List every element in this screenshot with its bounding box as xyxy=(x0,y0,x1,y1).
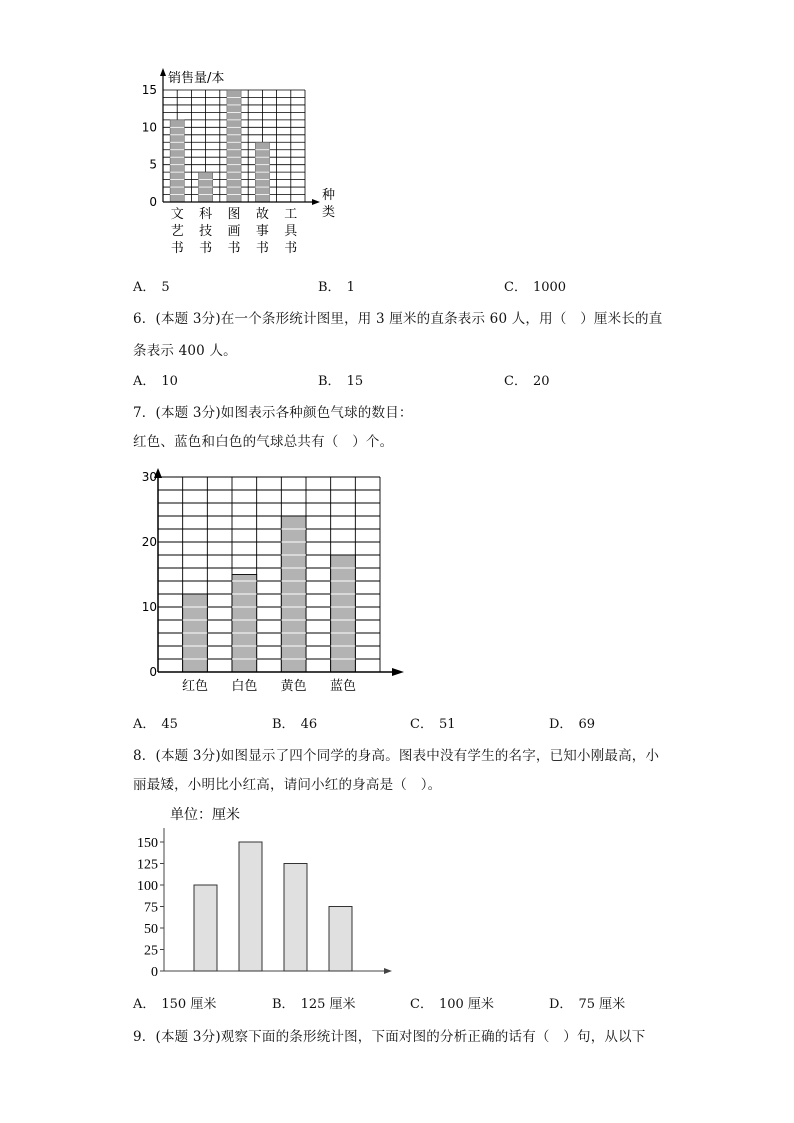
q6-text-line2: 条表示 400 人。 xyxy=(133,343,237,359)
y-tick-label: 75 xyxy=(144,900,158,916)
option-text: 69 xyxy=(578,717,595,732)
option-letter: B． xyxy=(272,997,295,1012)
y-tick-label: 20 xyxy=(141,535,157,549)
q5-option-b[interactable] xyxy=(318,276,355,295)
q8-text-line2: 丽最矮，小明比小红高，请问小红的身高是（ ）。 xyxy=(133,777,442,793)
x-category-label: 图 xyxy=(227,207,241,222)
option-text: 46 xyxy=(300,717,318,732)
x-category-label: 画 xyxy=(227,224,241,239)
y-axis-label: 销售量/本 xyxy=(168,71,225,86)
option-text: 15 xyxy=(346,374,364,389)
y-tick-label: 125 xyxy=(137,857,158,873)
y-tick-label: 100 xyxy=(137,879,158,894)
x-category-label: 技 xyxy=(199,224,213,239)
y-tick-label: 15 xyxy=(141,83,157,97)
option-text: 125 厘米 xyxy=(300,997,356,1012)
q6-option-b[interactable] xyxy=(318,370,363,389)
option-letter: C． xyxy=(410,997,433,1012)
option-letter: C． xyxy=(504,374,527,389)
x-category-label: 具 xyxy=(284,224,298,239)
height-bars xyxy=(194,842,352,971)
option-text: 5 xyxy=(161,280,170,295)
x-category-label: 艺 xyxy=(170,224,184,239)
option-text: 20 xyxy=(532,374,550,389)
option-text: 45 xyxy=(161,717,178,732)
y-tick-label: 0 xyxy=(151,965,158,980)
bar xyxy=(329,907,352,972)
y-axis-arrow-icon xyxy=(160,68,166,76)
y-tick-label: 25 xyxy=(144,943,158,959)
bar xyxy=(232,575,257,673)
option-text: 10 xyxy=(161,374,178,389)
x-category-label: 书 xyxy=(227,241,241,256)
q8-option-a[interactable] xyxy=(133,993,216,1012)
x-axis-arrow-icon xyxy=(392,668,404,676)
y-tick-label: 5 xyxy=(149,157,157,172)
book-sales-chart xyxy=(130,66,350,262)
q7-text-line2: 红色、蓝色和白色的气球总共有（ ）个。 xyxy=(133,434,394,450)
option-letter: A． xyxy=(133,997,156,1012)
y-tick-label: 0 xyxy=(149,665,157,679)
option-letter: D． xyxy=(549,717,573,732)
q6-option-c[interactable] xyxy=(504,370,550,389)
q6-text-line1: 6．(本题 3分)在一个条形统计图里，用 3 厘米的直条表示 60 人，用（ ）厘米长的直 xyxy=(133,311,663,327)
option-text: 75 厘米 xyxy=(578,997,626,1012)
q8-option-c[interactable] xyxy=(410,993,494,1012)
option-letter: B． xyxy=(272,717,295,732)
y-tick-label: 50 xyxy=(144,922,158,937)
option-text: 100 厘米 xyxy=(438,997,494,1012)
bar xyxy=(239,842,262,971)
option-text: 1 xyxy=(346,280,355,295)
x-axis-label-2: 类 xyxy=(322,205,336,220)
x-category-label: 工 xyxy=(284,207,298,222)
x-axis-label-1: 种 xyxy=(322,188,336,203)
x-category-label: 书 xyxy=(170,241,184,256)
option-letter: A． xyxy=(133,374,156,389)
x-category-label: 事 xyxy=(255,224,269,239)
y-tick-label: 0 xyxy=(149,195,157,209)
x-category-label: 科 xyxy=(199,207,213,222)
option-letter: C． xyxy=(410,717,433,732)
option-text: 1000 xyxy=(532,280,567,295)
x-category-label: 书 xyxy=(199,241,213,256)
option-letter: B． xyxy=(318,374,341,389)
book-sales-x-labels xyxy=(171,206,299,256)
q9-text-line1: 9．(本题 3分)观察下面的条形统计图，下面对图的分析正确的话有（ ）句，从以下 xyxy=(133,1029,646,1045)
balloon-y-ticks xyxy=(142,470,157,679)
x-axis-arrow-icon xyxy=(384,968,392,974)
bar xyxy=(227,90,241,202)
height-chart xyxy=(130,802,400,982)
q8-option-d[interactable] xyxy=(549,993,625,1012)
option-text: 51 xyxy=(438,717,456,732)
option-text: 150 厘米 xyxy=(161,997,217,1012)
book-sales-y-ticks xyxy=(142,83,157,209)
q7-text-line1: 7．(本题 3分)如图表示各种颜色气球的数目： xyxy=(133,405,413,421)
x-axis-arrow-icon xyxy=(312,199,320,205)
q7-option-c[interactable] xyxy=(410,713,456,732)
bar xyxy=(170,120,184,202)
q7-option-d[interactable] xyxy=(549,713,595,732)
y-tick-label: 10 xyxy=(141,600,157,614)
balloon-chart xyxy=(130,462,420,698)
q6-option-a[interactable] xyxy=(133,370,178,389)
height-y-ticks xyxy=(137,836,164,980)
bar xyxy=(194,885,217,971)
y-tick-label: 150 xyxy=(137,836,158,851)
x-category-label: 文 xyxy=(170,207,184,222)
bar xyxy=(331,555,356,672)
q7-option-a[interactable] xyxy=(133,713,178,732)
x-category-label: 书 xyxy=(255,241,269,256)
q8-text-line1: 8．(本题 3分)如图显示了四个同学的身高。图表中没有学生的名字，已知小刚最高，小 xyxy=(133,748,660,764)
x-category-label: 蓝色 xyxy=(329,679,357,694)
y-tick-label: 10 xyxy=(141,120,157,135)
option-letter: C． xyxy=(504,280,527,295)
option-letter: A． xyxy=(133,280,156,295)
option-letter: A． xyxy=(133,717,156,732)
x-category-label: 红色 xyxy=(181,679,209,694)
x-category-label: 黄色 xyxy=(280,679,307,694)
q5-option-a[interactable] xyxy=(133,276,170,295)
q8-option-b[interactable] xyxy=(272,993,356,1012)
q7-option-b[interactable] xyxy=(272,713,317,732)
option-letter: D． xyxy=(549,997,573,1012)
x-category-label: 书 xyxy=(284,241,298,256)
x-category-label: 故 xyxy=(255,207,269,222)
unit-label: 单位：厘米 xyxy=(170,808,240,823)
x-category-label: 白色 xyxy=(231,679,258,694)
balloon-x-labels xyxy=(182,678,356,694)
option-letter: B． xyxy=(318,280,341,295)
bar xyxy=(284,864,307,972)
q5-option-c[interactable] xyxy=(504,276,566,295)
y-tick-label: 30 xyxy=(141,470,157,484)
